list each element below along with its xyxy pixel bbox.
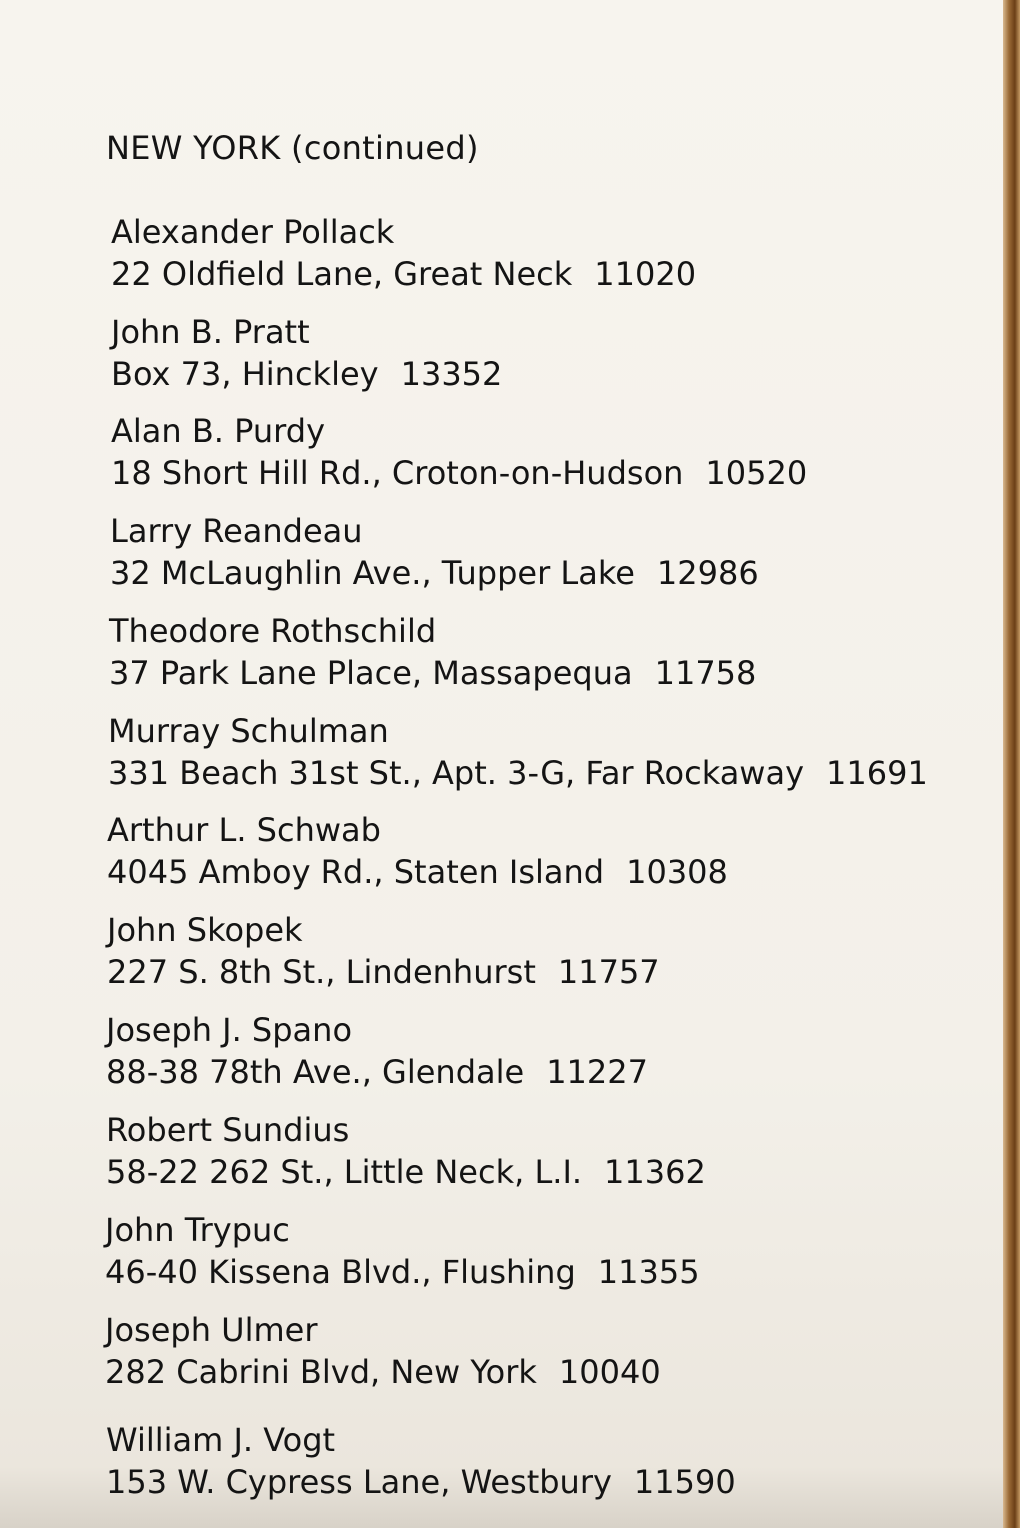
entry-name: Joseph J. Spano (106, 1011, 353, 1049)
entry-name: William J. Vogt (106, 1421, 336, 1459)
entry-name: Murray Schulman (108, 712, 389, 750)
entry-street: 18 Short Hill Rd., Croton-on-Hudson (111, 454, 684, 492)
list-item (106, 1009, 648, 1093)
list-item (106, 1419, 736, 1503)
section-heading: NEW YORK (continued) (106, 129, 479, 167)
entry-zip: 11362 (604, 1153, 706, 1191)
entry-name: John B. Pratt (111, 313, 310, 351)
entry-zip: 10308 (626, 853, 728, 891)
entry-street: 4045 Amboy Rd., Staten Island (107, 853, 605, 891)
entry-address (107, 851, 728, 893)
entry-name: Robert Sundius (106, 1111, 350, 1149)
list-item (111, 311, 502, 395)
entry-zip: 11691 (826, 754, 928, 792)
entry-zip: 11590 (633, 1463, 736, 1501)
list-item (105, 1309, 661, 1393)
entry-address (106, 1151, 706, 1193)
entry-zip: 10520 (705, 454, 808, 492)
list-item (107, 809, 728, 893)
entry-street: 58-22 262 St., Little Neck, L.I. (106, 1153, 583, 1191)
entry-zip: 13352 (400, 355, 503, 393)
entry-name: Theodore Rothschild (109, 612, 437, 650)
entry-street: 37 Park Lane Place, Massapequa (109, 654, 633, 692)
entry-address (111, 353, 502, 395)
list-item (108, 710, 928, 794)
entry-zip: 12986 (656, 554, 759, 592)
entry-street: 153 W. Cypress Lane, Westbury (106, 1463, 612, 1501)
entry-address (105, 1251, 700, 1293)
list-item (107, 909, 660, 993)
entry-name: Alan B. Purdy (111, 412, 325, 450)
entry-street: 282 Cabrini Blvd, New York (105, 1353, 537, 1391)
entry-street: Box 73, Hinckley (111, 355, 379, 393)
entry-address (108, 752, 928, 794)
entry-name: Joseph Ulmer (105, 1311, 318, 1349)
entry-name: Alexander Pollack (111, 213, 395, 251)
entry-address (106, 1461, 736, 1503)
entry-street: 22 Oldfield Lane, Great Neck (111, 255, 573, 293)
entry-street: 88-38 78th Ave., Glendale (106, 1053, 525, 1091)
entry-address (106, 1051, 648, 1093)
list-item (106, 1109, 706, 1193)
entry-zip: 11757 (557, 953, 660, 991)
page-edge (1003, 0, 1020, 1528)
entry-zip: 11758 (654, 654, 757, 692)
entry-zip: 10040 (558, 1353, 661, 1391)
entry-name: John Trypuc (105, 1211, 290, 1249)
list-item (109, 610, 756, 694)
list-item (111, 211, 696, 295)
entry-street: 331 Beach 31st St., Apt. 3-G, Far Rockaway (108, 754, 805, 792)
entry-zip: 11355 (597, 1253, 700, 1291)
entry-street: 46-40 Kissena Blvd., Flushing (105, 1253, 576, 1291)
entry-address (111, 452, 807, 494)
entry-address (109, 652, 756, 694)
entry-name: Arthur L. Schwab (107, 811, 381, 849)
list-item (110, 510, 759, 594)
entry-zip: 11227 (546, 1053, 648, 1091)
entry-street: 227 S. 8th St., Lindenhurst (107, 953, 536, 991)
entry-address (111, 253, 696, 295)
list-item (111, 410, 807, 494)
list-item (105, 1209, 700, 1293)
entry-name: John Skopek (107, 911, 303, 949)
entry-zip: 11020 (594, 255, 697, 293)
entry-address (110, 552, 759, 594)
entry-name: Larry Reandeau (110, 512, 363, 550)
entry-street: 32 McLaughlin Ave., Tupper Lake (110, 554, 635, 592)
entry-address (105, 1351, 661, 1393)
entry-address (107, 951, 660, 993)
